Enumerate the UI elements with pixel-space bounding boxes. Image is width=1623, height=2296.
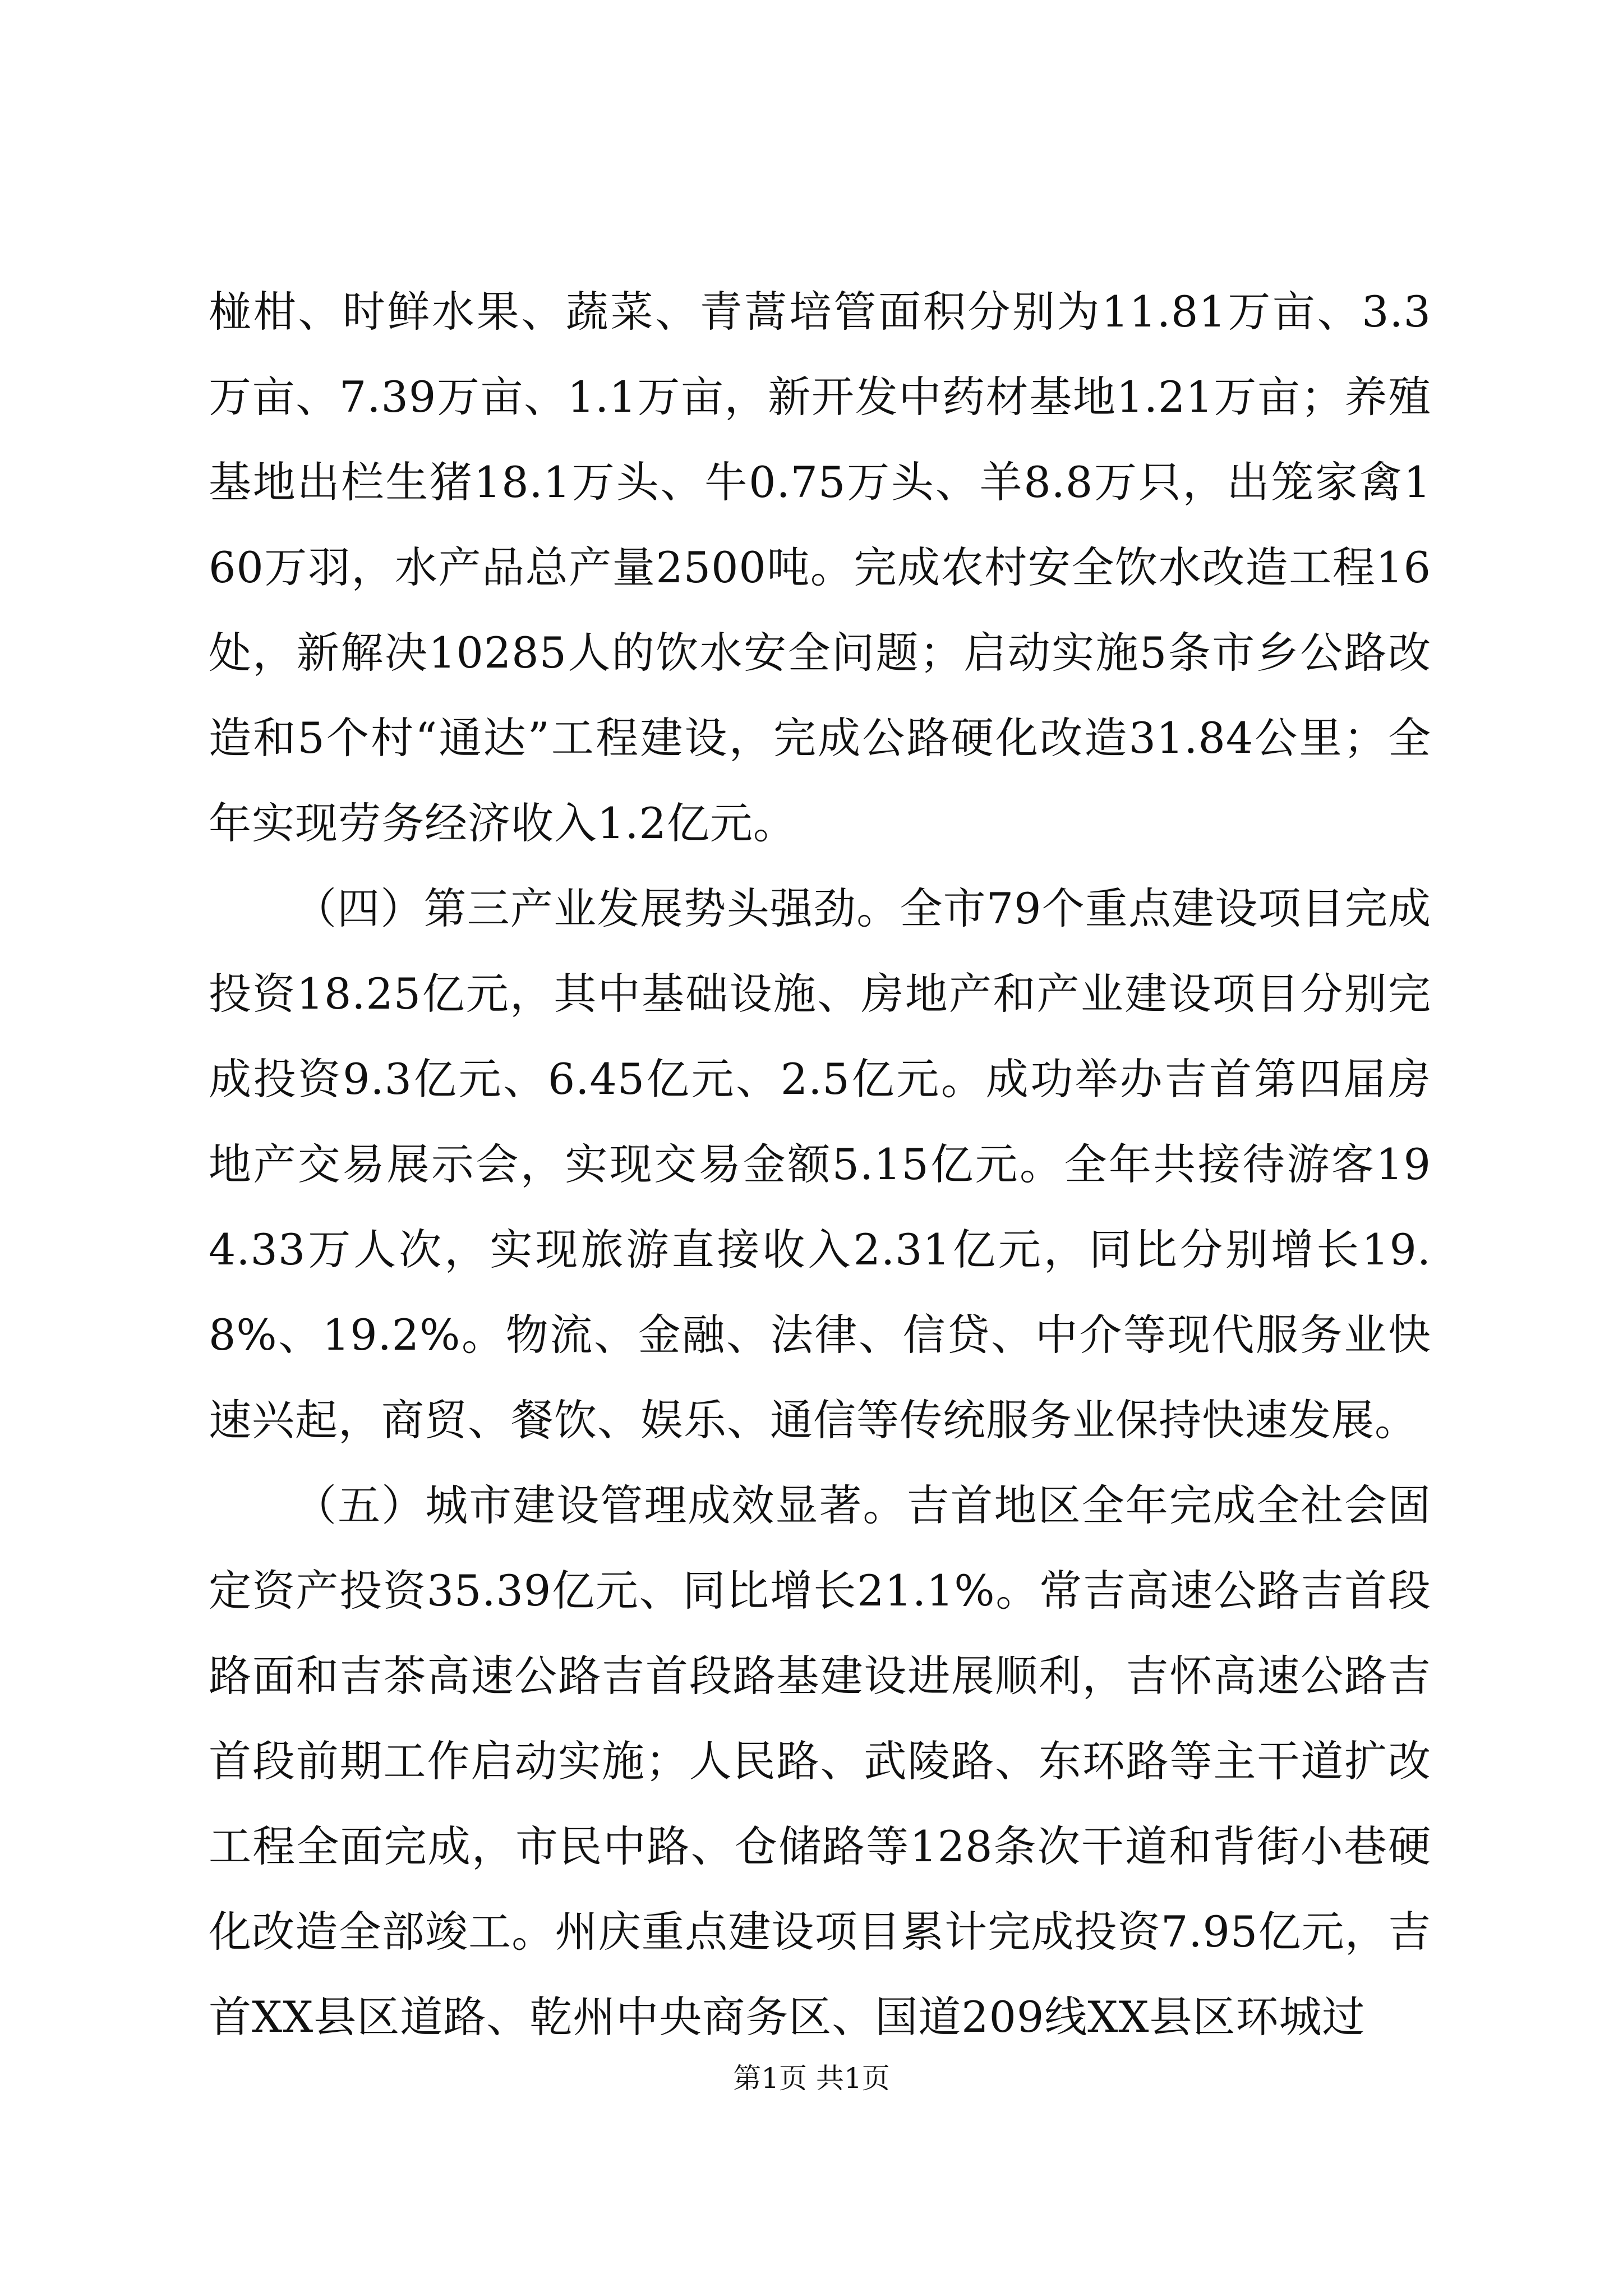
document-body (209, 269, 1431, 2060)
paragraph-agriculture: 椪柑、时鲜水果、蔬菜、青蒿培管面积分别为11.81万亩、3.3万亩、7.39万亩、1.1万亩，新开发中药材基地1.21万亩；养殖基地出栏生猪18.1万头、牛0.75万头、羊8.8万只，出笼家禽160万羽，水产品总产量2500吨。完成农村安全饮水改造工程16处，新解决10285人的饮水安全问题；启动实施5条市乡公路改造和5个村“通达”工程建设，完成公路硬化改造31.84公里；全年实现劳务经济收入1.2亿元。 (209, 287, 1431, 848)
paragraph-tertiary-industry: （四）第三产业发展势头强劲。全市79个重点建设项目完成投资18.25亿元，其中基础设施、房地产和产业建设项目分别完成投资9.3亿元、6.45亿元、2.5亿元。成功举办吉首第四届房地产交易展示会，实现交易金额5.15亿元。全年共接待游客194.33万人次，实现旅游直接收入2.31亿元，同比分别增长19.8%、19.2%。物流、金融、法律、信贷、中介等现代服务业快速兴起，商贸、餐饮、娱乐、通信等传统服务业保持快速发展。 (209, 884, 1431, 1445)
page-footer: 第1页 共1页 (733, 2062, 890, 2095)
paragraph-urban-construction: （五）城市建设管理成效显著。吉首地区全年完成全社会固定资产投资35.39亿元、同比增长21.1%。常吉高速公路吉首段路面和吉茶高速公路吉首段路基建设进展顺利，吉怀高速公路吉首段前期工作启动实施；人民路、武陵路、东环路等主干道扩改工程全面完成，市民中路、仓储路等128条次干道和背街小巷硬化改造全部竣工。州庆重点建设项目累计完成投资7.95亿元，吉首XX县区道路、乾州中央商务区、国道209线XX县区环城过 (209, 1480, 1431, 2042)
